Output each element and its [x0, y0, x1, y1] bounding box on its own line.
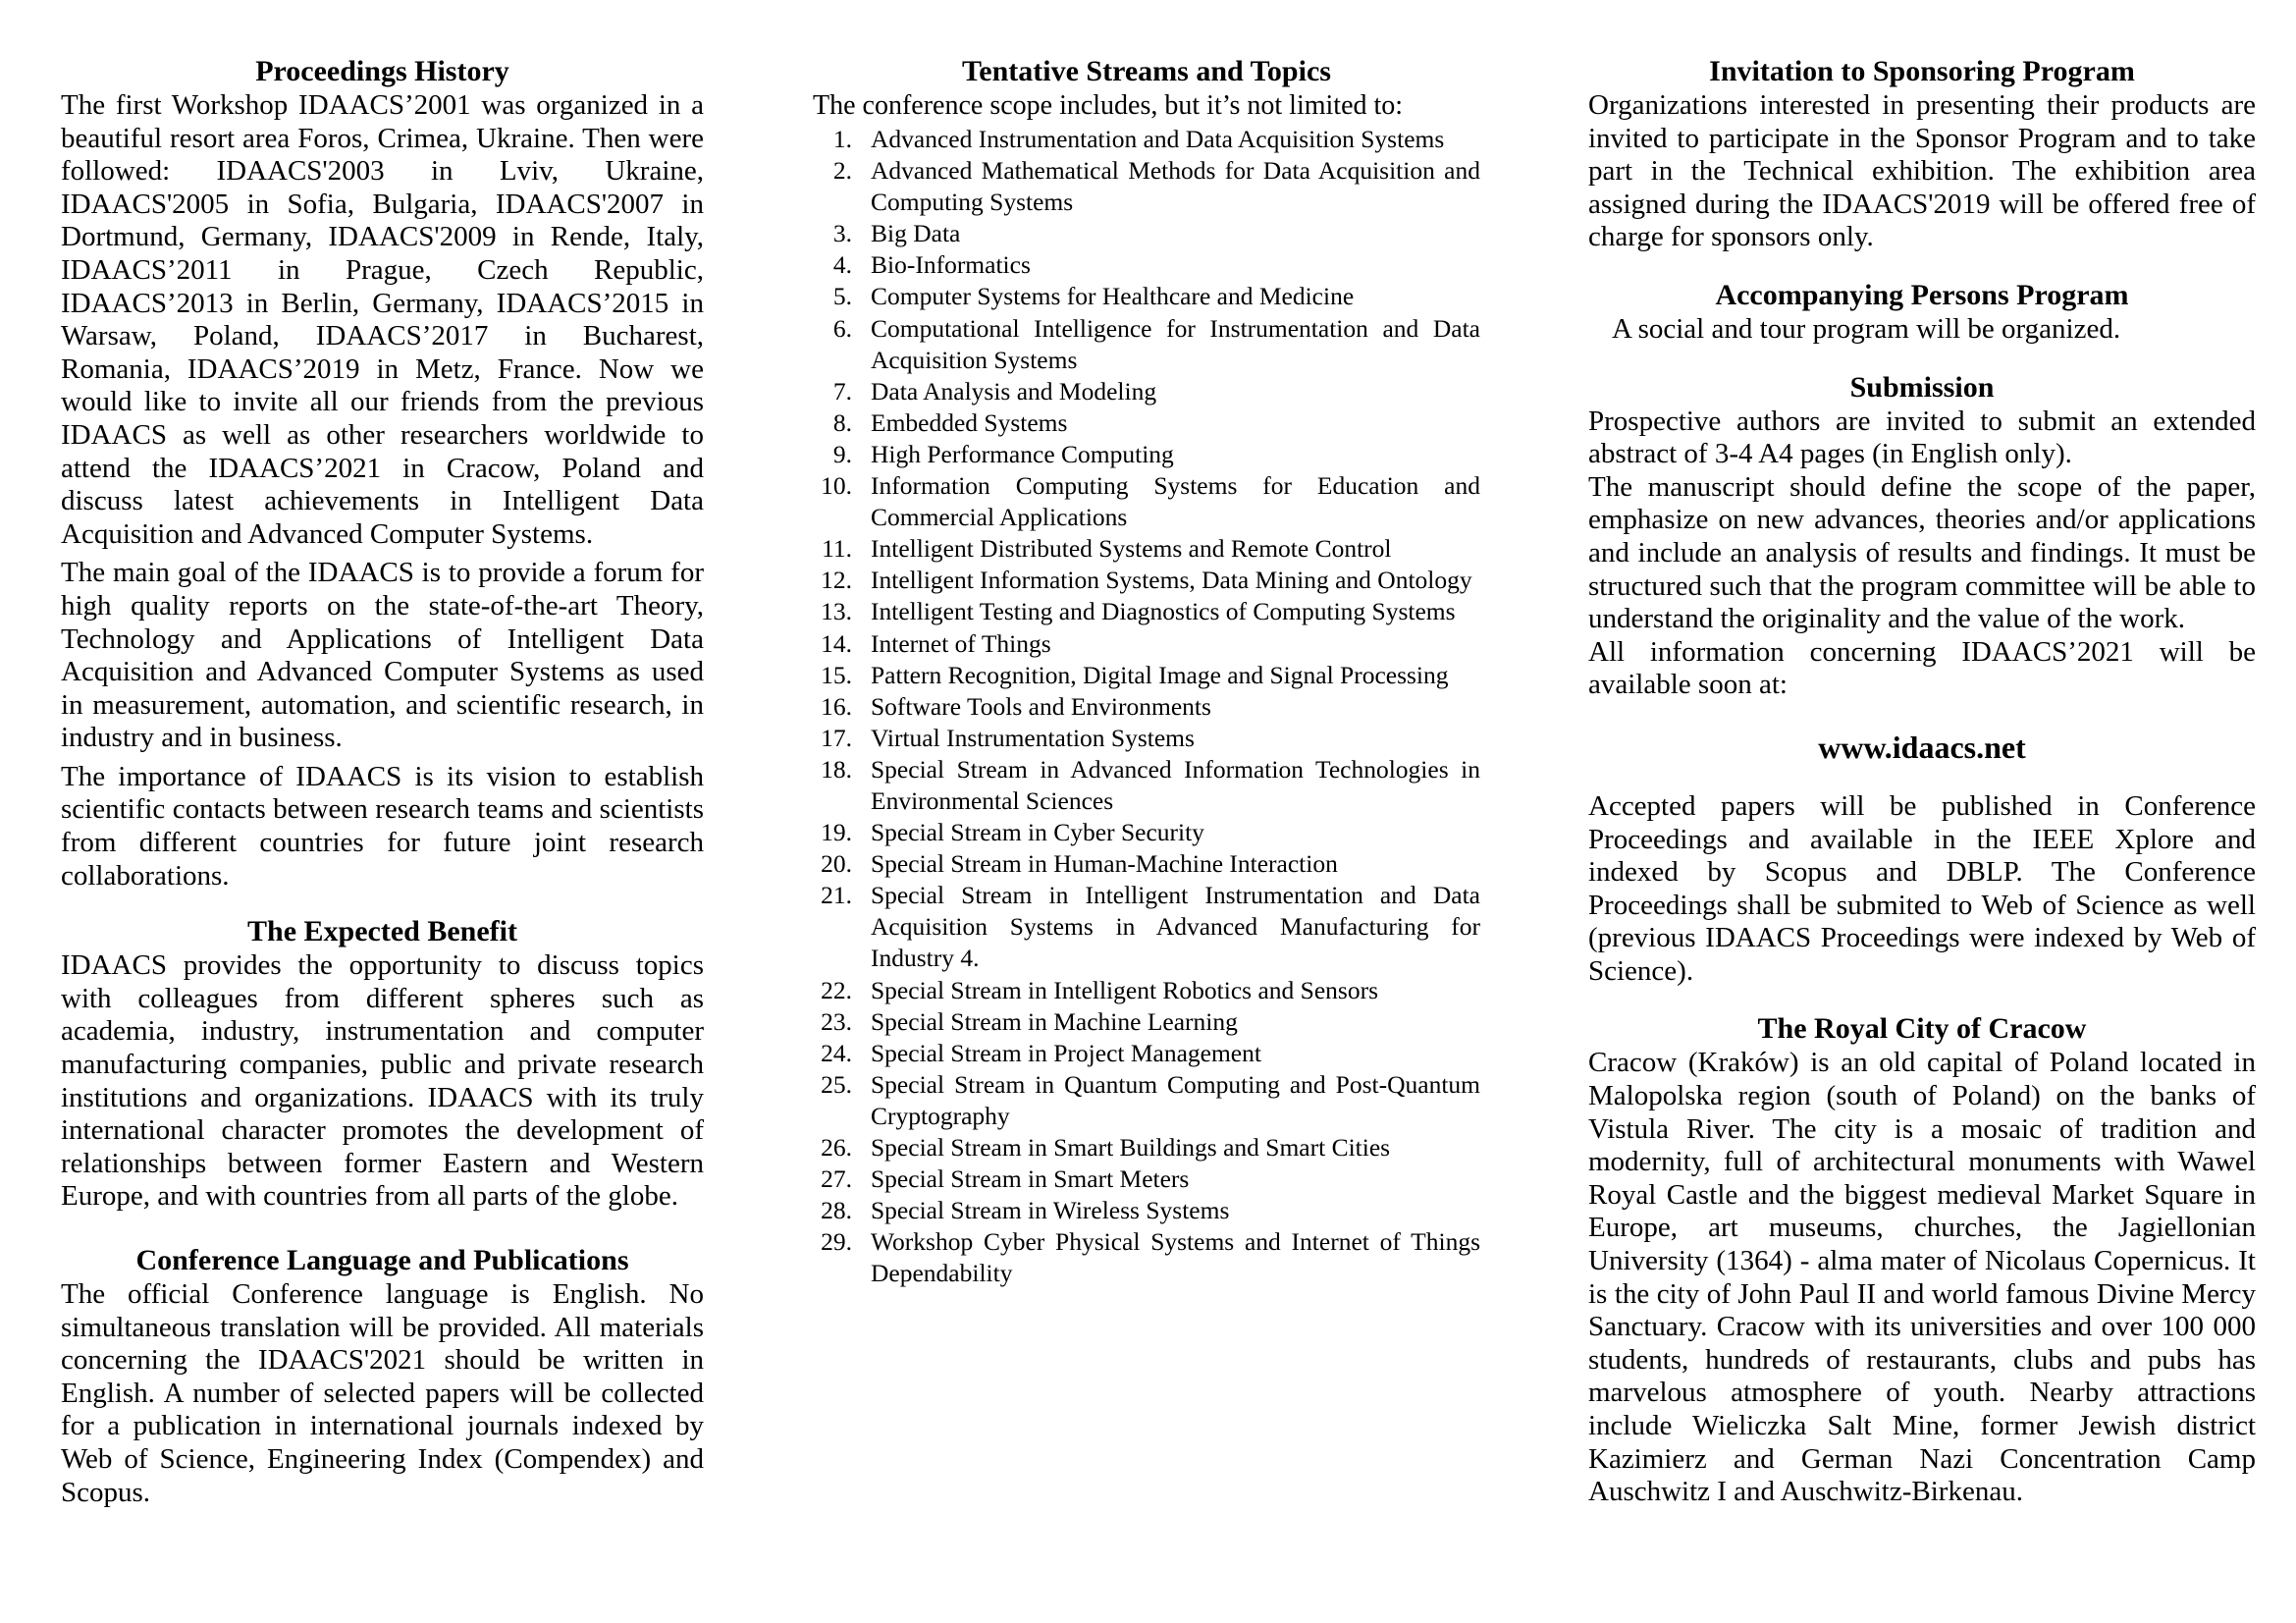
topic-item: [813, 1132, 1480, 1163]
accompanying-heading: Accompanying Persons Program: [1715, 278, 2129, 311]
topic-text: Special Stream in Quantum Computing and Post-Quantum Cryptography: [871, 1069, 1480, 1130]
topic-item: [813, 975, 1480, 1006]
sponsoring-heading: Invitation to Sponsoring Program: [1709, 55, 2135, 87]
topic-text: Intelligent Information Systems, Data Mining and Ontology: [871, 566, 1472, 595]
topic-item: [813, 407, 1480, 439]
topic-text: Software Tools and Environments: [871, 691, 1211, 721]
topic-text: Intelligent Testing and Diagnostics of Computing Systems: [871, 597, 1456, 626]
topic-text: Special Stream in Machine Learning: [871, 1006, 1238, 1036]
topic-number: 1.: [832, 125, 852, 153]
topic-number: 4.: [832, 250, 852, 280]
topic-text: Advanced Instrumentation and Data Acquisition Systems: [871, 125, 1445, 153]
topic-text: Special Stream in Smart Meters: [871, 1164, 1190, 1194]
topic-number: 19.: [821, 818, 852, 847]
topic-number: 10.: [821, 471, 852, 501]
topic-item: [813, 249, 1480, 281]
topic-item: [813, 155, 1480, 218]
topic-text: High Performance Computing: [871, 439, 1174, 468]
topics-list: [813, 124, 1480, 1289]
topic-item: [813, 281, 1480, 312]
topic-item: [813, 376, 1480, 407]
topic-item: [813, 1226, 1480, 1289]
topic-text: Special Stream in Project Management: [871, 1038, 1261, 1067]
topic-text: Information Computing Systems for Education and Commercial Applications: [871, 471, 1480, 532]
topic-text: Virtual Instrumentation Systems: [871, 723, 1195, 752]
topic-number: 25.: [821, 1069, 852, 1099]
topic-item: [813, 218, 1480, 249]
topic-item: [813, 565, 1480, 596]
topic-item: [813, 817, 1480, 848]
topic-item: [813, 880, 1480, 974]
topic-text: Pattern Recognition, Digital Image and Signal Processing: [871, 660, 1449, 689]
topic-number: 23.: [821, 1006, 852, 1036]
topic-text: Special Stream in Intelligent Robotics and Sensors: [871, 975, 1378, 1004]
topic-text: Bio-Informatics: [871, 250, 1031, 280]
topic-item: [813, 628, 1480, 660]
importance-paragraph: The importance of IDAACS is its vision to establish scientific contacts between research teams and scientists from different countries for future joint research collaborations.: [61, 760, 704, 892]
topic-item: [813, 1069, 1480, 1132]
topic-text: Data Analysis and Modeling: [871, 376, 1157, 406]
topic-text: Big Data: [871, 219, 961, 248]
topic-number: 29.: [821, 1227, 852, 1257]
topic-item: [813, 660, 1480, 691]
topic-item: [813, 313, 1480, 376]
topic-text: Advanced Mathematical Methods for Data Acquisition and Computing Systems: [871, 156, 1480, 217]
topic-number: 12.: [821, 566, 852, 595]
submission-paragraph-2: The manuscript should define the scope of the paper, emphasize on new advances, theories and/or applications and include an analysis of results and findings. It must be structured such that the program committee will be able to understand the originality and the value of the work.: [1588, 470, 2256, 635]
topic-item: [813, 533, 1480, 565]
topic-number: 26.: [821, 1133, 852, 1162]
topic-number: 9.: [832, 439, 852, 468]
topic-text: Computational Intelligence for Instrumentation and Data Acquisition Systems: [871, 313, 1480, 374]
topic-number: 20.: [821, 849, 852, 879]
topic-text: Intelligent Distributed Systems and Remote Control: [871, 534, 1392, 564]
topic-item: [813, 124, 1480, 155]
language-publications-heading: Conference Language and Publications: [135, 1244, 629, 1276]
right-column: [1588, 54, 2256, 1509]
topic-number: 14.: [821, 628, 852, 658]
topic-text: Workshop Cyber Physical Systems and Internet of Things Dependability: [871, 1227, 1480, 1288]
topic-number: 28.: [821, 1196, 852, 1225]
topic-item: [813, 1006, 1480, 1038]
topic-number: 24.: [821, 1038, 852, 1067]
topic-text: Special Stream in Advanced Information Technologies in Environmental Sciences: [871, 754, 1480, 815]
topic-number: 22.: [821, 975, 852, 1004]
topic-item: [813, 754, 1480, 817]
topic-item: [813, 691, 1480, 723]
topic-item: [813, 1195, 1480, 1226]
topic-number: 17.: [821, 723, 852, 752]
topic-text: Special Stream in Intelligent Instrumentation and Data Acquisition Systems in Advanced Manufacturing for Industry 4.: [871, 881, 1480, 973]
topic-text: Embedded Systems: [871, 407, 1068, 437]
accompanying-paragraph: A social and tour program will be organized.: [1612, 312, 2121, 345]
expected-benefit-heading: The Expected Benefit: [247, 915, 517, 948]
left-column: [61, 54, 704, 1509]
topic-number: 13.: [821, 597, 852, 626]
topic-item: [813, 1163, 1480, 1195]
expected-benefit-paragraph: IDAACS provides the opportunity to discuss topics with colleagues from different spheres such as academia, industry, instrumentation and computer manufacturing companies, public and private research institutions and organizations. IDAACS with its truly international character promotes the development of relationships between former Eastern and Western Europe, and with countries from all parts of the globe.: [61, 949, 704, 1213]
proceedings-history-paragraph: The first Workshop IDAACS’2001 was organized in a beautiful resort area Foros, Crimea, Ukraine. Then were followed: IDAACS'2003 in Lviv, Ukraine, IDAACS'2005 in Sofia, Bulgaria, IDAACS'2007 in Dortmund, Germany, IDAACS'2009 in Rende, Italy, IDAACS’2011 in Prague, Czech Republic, IDAACS’2013 in Berlin, Germany, IDAACS’2015 in Warsaw, Poland, IDAACS’2017 in Bucharest, Romania, IDAACS’2019 in Metz, France. Now we would like to invite all our friends from the previous IDAACS as well as other researchers worldwide to attend the IDAACS’2021 in Cracow, Poland and discuss latest achievements in Intelligent Data Acquisition and Advanced Computer Systems.: [61, 89, 704, 550]
language-publications-paragraph: The official Conference language is English. No simultaneous translation will be provided. All materials concerning the IDAACS'2021 should be written in English. A number of selected papers will be collected for a publication in international journals indexed by Web of Science, Engineering Index (Compendex) and Scopus.: [61, 1278, 704, 1508]
sponsoring-paragraph: Organizations interested in presenting their products are invited to participate in the Sponsor Program and to take part in the Technical exhibition. The exhibition area assigned during the IDAACS'2019 will be offered free of charge for sponsors only.: [1588, 89, 2256, 253]
topic-number: 6.: [832, 313, 852, 343]
topic-number: 2.: [832, 156, 852, 186]
proceedings-history-heading: Proceedings History: [255, 55, 509, 87]
topic-text: Special Stream in Cyber Security: [871, 818, 1204, 847]
topic-text: Special Stream in Wireless Systems: [871, 1196, 1230, 1225]
middle-column: [813, 54, 1480, 1289]
topic-number: 16.: [821, 691, 852, 721]
streams-topics-heading: Tentative Streams and Topics: [962, 55, 1331, 87]
submission-paragraph-1: Prospective authors are invited to submit an extended abstract of 3-4 A4 pages (in English only).: [1588, 405, 2256, 470]
main-goal-paragraph: The main goal of the IDAACS is to provide a forum for high quality reports on the state-of-the-art Theory, Technology and Applications of Intelligent Data Acquisition and Advanced Computer Systems as used in measurement, automation, and scientific research, in industry and in business.: [61, 557, 704, 754]
website-link[interactable]: www.idaacs.net: [1818, 729, 2026, 765]
topic-text: Internet of Things: [871, 628, 1051, 658]
topic-number: 5.: [832, 282, 852, 311]
topic-number: 8.: [832, 407, 852, 437]
royal-city-paragraph: Cracow (Kraków) is an old capital of Poland located in Malopolska region (south of Poland) on the banks of Vistula River. The city is a mosaic of tradition and modernity, full of architectural monuments with Wawel Royal Castle and the biggest medieval Market Square in Europe, art museums, churches, the Jagiellonian University (1364) - alma mater of Nicolaus Copernicus. It is the city of John Paul II and world famous Divine Mercy Sanctuary. Cracow with its universities and over 100 000 students, hundreds of restaurants, clubs and pubs has marvelous atmosphere of youth. Nearby attractions include Wieliczka Salt Mine, former Jewish district Kazimierz and German Nazi Concentration Camp Auschwitz I and Auschwitz-Birkenau.: [1588, 1047, 2256, 1508]
scope-intro: The conference scope includes, but it’s not limited to:: [813, 90, 1404, 121]
topic-number: 11.: [822, 534, 852, 564]
topic-item: [813, 439, 1480, 470]
submission-heading: Submission: [1849, 370, 1995, 404]
topic-text: Special Stream in Smart Buildings and Smart Cities: [871, 1133, 1391, 1162]
topic-number: 27.: [821, 1164, 852, 1194]
topic-item: [813, 723, 1480, 754]
royal-city-heading: The Royal City of Cracow: [1757, 1012, 2087, 1046]
topic-number: 3.: [832, 219, 852, 248]
topic-text: Computer Systems for Healthcare and Medicine: [871, 282, 1355, 311]
accepted-papers-paragraph: Accepted papers will be published in Conference Proceedings and available in the IEEE Xplore and indexed by Scopus and DBLP. The Conference Proceedings shall be submited to Web of Science as well (previous IDAACS Proceedings were indexed by Web of Science).: [1588, 789, 2256, 987]
topic-text: Special Stream in Human-Machine Interaction: [871, 849, 1338, 879]
topic-number: 21.: [821, 881, 852, 910]
topic-item: [813, 1038, 1480, 1069]
topic-number: 7.: [832, 376, 852, 406]
topic-number: 15.: [821, 660, 852, 689]
topic-item: [813, 470, 1480, 533]
submission-paragraph-3: All information concerning IDAACS’2021 will be available soon at:: [1588, 635, 2256, 701]
topic-number: 18.: [821, 754, 852, 784]
topic-item: [813, 848, 1480, 880]
topic-item: [813, 596, 1480, 627]
